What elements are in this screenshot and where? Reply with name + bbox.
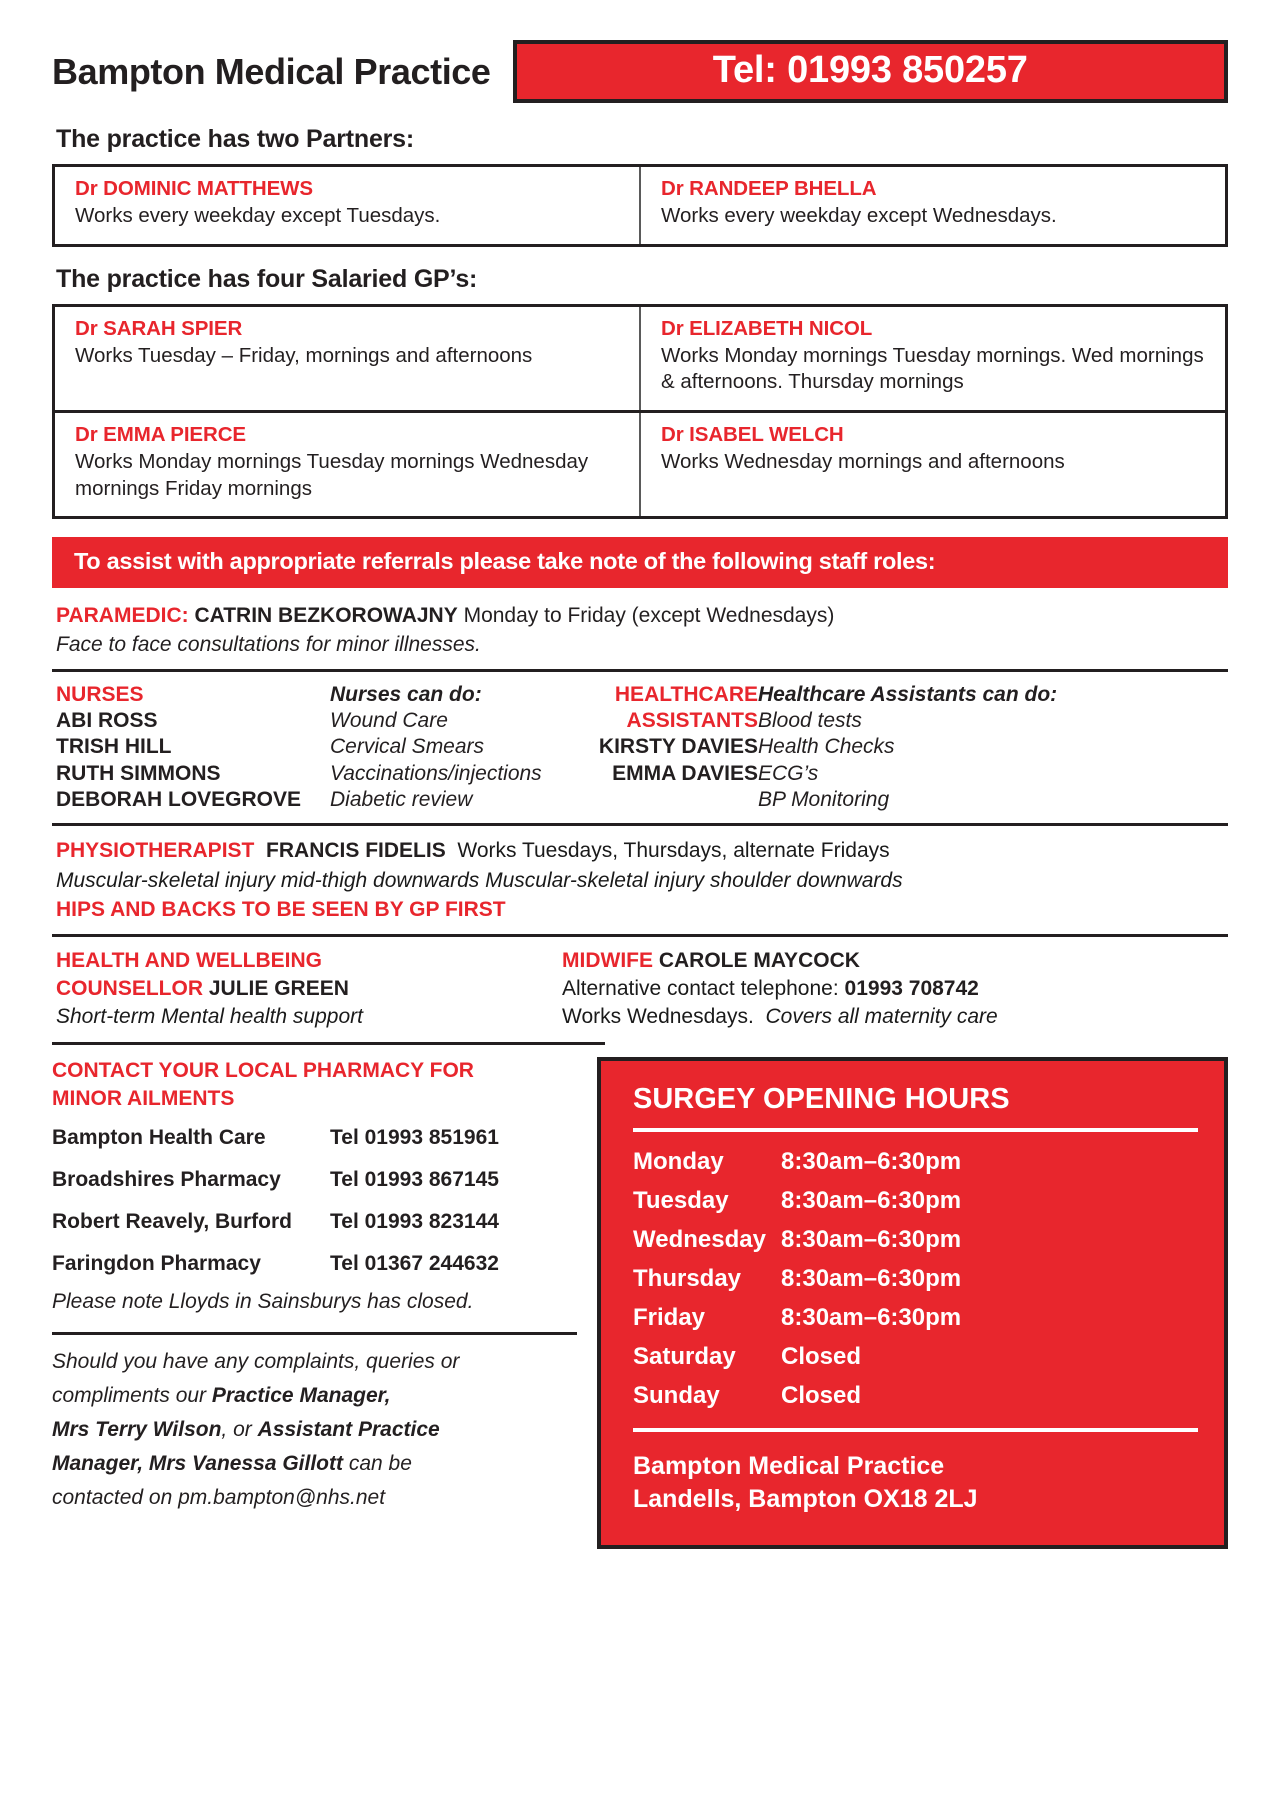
day-label: Wednesday	[633, 1226, 766, 1254]
physiotherapist-warning: HIPS AND BACKS TO BE SEEN BY GP FIRST	[56, 897, 506, 921]
doctor-name: Dr ELIZABETH NICOL	[661, 316, 873, 340]
assistant-manager-role: Assistant Practice	[257, 1418, 440, 1442]
practice-manager-role: Practice Manager,	[211, 1384, 391, 1408]
doctor-cell	[54, 166, 641, 246]
complaints-text	[52, 1345, 577, 1515]
table-row	[54, 166, 1227, 246]
complaints-line4-b: can be	[343, 1452, 412, 1476]
day-label: Friday	[633, 1304, 706, 1332]
assistant-manager-name: Manager, Mrs Vanessa Gillott	[52, 1452, 343, 1476]
day-hours: Closed	[781, 1343, 862, 1371]
day-hours: Closed	[781, 1382, 862, 1410]
hca-heading-line2: ASSISTANTS	[626, 709, 758, 733]
doctor-name: Dr RANDEEP BHELLA	[661, 177, 877, 200]
counsellor-role-line1: HEALTH AND WELLBEING	[56, 949, 322, 973]
list-item	[52, 1126, 577, 1150]
doctor-name: Dr EMMA PIERCE	[75, 422, 246, 446]
hca-heading-line1: HEALTHCARE	[614, 682, 758, 706]
list-item: Cervical Smears	[330, 735, 485, 759]
counsellor-name: JULIE GREEN	[208, 977, 349, 1001]
list-item	[633, 1382, 1198, 1410]
day-label: Tuesday	[633, 1187, 729, 1215]
opening-hours-title: SURGEY OPENING HOURS	[633, 1083, 1010, 1116]
list-item	[633, 1187, 1198, 1215]
doctor-cell	[54, 411, 641, 517]
day-hours: 8:30am–6:30pm	[781, 1304, 962, 1332]
lower-section	[52, 1057, 1228, 1549]
midwife-name: CAROLE MAYCOCK	[658, 949, 860, 973]
divider	[52, 823, 1228, 826]
midwife-title-line	[562, 947, 1228, 975]
header	[52, 40, 1228, 103]
list-item	[52, 1210, 577, 1234]
nurses-skills-column	[330, 682, 562, 813]
day-label: Monday	[633, 1148, 724, 1176]
physiotherapist-name: FRANCIS FIDELIS	[266, 839, 446, 863]
divider	[52, 934, 1228, 937]
table-row	[54, 305, 1227, 411]
counsellor-role-label: COUNSELLOR	[56, 977, 203, 1001]
list-item	[633, 1148, 1198, 1176]
opening-hours-list	[633, 1148, 1198, 1410]
midwife-covers: Covers all maternity care	[765, 1004, 998, 1028]
list-item	[52, 1168, 577, 1192]
list-item	[633, 1226, 1198, 1254]
midwife-role-label: MIDWIFE	[562, 949, 653, 973]
physiotherapist-hours: Works Tuesdays, Thursdays, alternate Fridays	[457, 839, 890, 863]
doctor-cell	[640, 305, 1227, 411]
doctor-name: Dr DOMINIC MATTHEWS	[75, 177, 314, 200]
hca-names-column	[562, 682, 758, 813]
complaints-email-line: contacted on pm.bampton@nhs.net	[52, 1486, 386, 1510]
day-hours: 8:30am–6:30pm	[781, 1187, 962, 1215]
physiotherapist-note: Muscular-skeletal injury mid-thigh downwards Muscular-skeletal injury shoulder downwards	[56, 868, 903, 892]
practice-manager-name: Mrs Terry Wilson	[52, 1418, 222, 1442]
paramedic-note: Face to face consultations for minor illnesses.	[56, 632, 481, 656]
pharmacy-tel: Tel 01367 244632	[330, 1252, 499, 1276]
list-item	[52, 1252, 577, 1276]
pharmacy-heading-line1: CONTACT YOUR LOCAL PHARMACY FOR	[52, 1059, 474, 1083]
complaints-line2-a: compliments our	[52, 1384, 212, 1408]
list-item: Vaccinations/injections	[330, 761, 542, 785]
doctor-hours: Works Monday mornings Tuesday mornings Wednesday mornings Friday mornings	[75, 449, 589, 500]
divider	[633, 1428, 1198, 1432]
doctor-cell	[640, 166, 1227, 246]
pharmacy-name: Robert Reavely, Burford	[52, 1210, 292, 1234]
complaints-line3-b: , or	[221, 1418, 258, 1442]
pharmacy-name: Faringdon Pharmacy	[52, 1252, 261, 1276]
midwife-works: Works Wednesdays.	[562, 1004, 754, 1028]
counsellor-note: Short-term Mental health support	[56, 1004, 363, 1028]
day-hours: 8:30am–6:30pm	[781, 1265, 962, 1293]
midwife-alt-phone-line	[562, 975, 1228, 1003]
paramedic-hours: Monday to Friday (except Wednesdays)	[463, 604, 835, 628]
divider	[633, 1128, 1198, 1132]
doctor-hours: Works Monday mornings Tuesday mornings. Wed mornings & afternoons. Thursday mornings	[661, 343, 1204, 394]
counsellor-role-line2	[56, 975, 562, 1003]
opening-hours-box	[597, 1057, 1228, 1549]
physiotherapist-line	[56, 836, 1228, 865]
list-item	[633, 1343, 1198, 1371]
salaried-heading: The practice has four Salaried GP’s:	[56, 264, 478, 293]
doctor-name: Dr SARAH SPIER	[75, 316, 243, 340]
divider	[52, 669, 1228, 672]
counsellor-block	[56, 947, 562, 1030]
physiotherapist-role-label: PHYSIOTHERAPIST	[56, 839, 255, 863]
list-item: RUTH SIMMONS	[56, 761, 221, 785]
divider	[52, 1042, 605, 1045]
divider	[52, 1332, 577, 1335]
partners-heading: The practice has two Partners:	[56, 125, 415, 153]
address-line2: Landells, Bampton OX18 2LJ	[633, 1485, 978, 1514]
doctor-cell	[640, 411, 1227, 517]
nurses-names-column	[56, 682, 330, 813]
doctor-hours: Works Wednesday mornings and afternoons	[661, 449, 1065, 473]
paramedic-name: CATRIN BEZKOROWAJNY	[194, 604, 458, 628]
list-item: Wound Care	[330, 709, 448, 733]
salaried-gps-table	[52, 304, 1228, 520]
list-item: Blood tests	[758, 709, 862, 733]
address-line1: Bampton Medical Practice	[633, 1452, 945, 1481]
day-label: Sunday	[633, 1382, 720, 1410]
day-hours: 8:30am–6:30pm	[781, 1148, 962, 1176]
midwife-alt-phone: 01993 708742	[844, 977, 979, 1001]
partners-table	[52, 164, 1228, 247]
counsellor-midwife-row	[56, 947, 1228, 1030]
table-row	[54, 411, 1227, 517]
pharmacy-and-complaints-column	[52, 1057, 597, 1549]
complaints-line1: Should you have any complaints, queries or	[52, 1350, 460, 1374]
pharmacy-tel: Tel 01993 823144	[330, 1210, 499, 1234]
list-item: ABI ROSS	[56, 709, 158, 733]
day-label: Thursday	[633, 1265, 742, 1293]
pharmacy-heading	[52, 1057, 577, 1112]
list-item: Health Checks	[758, 735, 895, 759]
nurses-hca-grid	[56, 682, 1228, 813]
list-item: DEBORAH LOVEGROVE	[56, 787, 302, 811]
doctor-cell	[54, 305, 641, 411]
hca-can-do-heading: Healthcare Assistants can do:	[758, 682, 1058, 706]
pharmacy-note: Please note Lloyds in Sainsburys has closed.	[52, 1290, 474, 1314]
pharmacy-name: Broadshires Pharmacy	[52, 1168, 281, 1192]
page-title: Bampton Medical Practice	[52, 50, 491, 92]
pharmacy-tel: Tel 01993 851961	[330, 1126, 499, 1150]
list-item: ECG’s	[758, 761, 819, 785]
day-hours: 8:30am–6:30pm	[781, 1226, 962, 1254]
midwife-block	[562, 947, 1228, 1030]
paramedic-line	[56, 602, 1228, 630]
midwife-works-line	[562, 1003, 1228, 1031]
list-item: EMMA DAVIES	[612, 761, 758, 785]
paramedic-role-label: PARAMEDIC:	[56, 604, 189, 628]
doctor-name: Dr ISABEL WELCH	[661, 422, 844, 446]
midwife-alt-label: Alternative contact telephone:	[562, 977, 839, 1001]
hca-skills-column	[758, 682, 1228, 813]
doctor-hours: Works Tuesday – Friday, mornings and afternoons	[75, 343, 533, 367]
list-item: Diabetic review	[330, 787, 473, 811]
doctor-hours: Works every weekday except Tuesdays.	[75, 204, 441, 227]
list-item	[633, 1265, 1198, 1293]
telephone-banner: Tel: 01993 850257	[513, 40, 1228, 103]
list-item: BP Monitoring	[758, 787, 890, 811]
nurses-can-do-heading: Nurses can do:	[330, 682, 482, 706]
list-item	[633, 1304, 1198, 1332]
list-item: KIRSTY DAVIES	[598, 735, 758, 759]
list-item: TRISH HILL	[56, 735, 172, 759]
pharmacy-name: Bampton Health Care	[52, 1126, 266, 1150]
pharmacy-tel: Tel 01993 867145	[330, 1168, 499, 1192]
doctor-hours: Works every weekday except Wednesdays.	[661, 204, 1057, 227]
referral-banner: To assist with appropriate referrals please take note of the following staff roles:	[52, 537, 1228, 588]
pharmacy-heading-line2: MINOR AILMENTS	[52, 1086, 235, 1110]
nurses-heading: NURSES	[56, 682, 144, 706]
day-label: Saturday	[633, 1343, 736, 1371]
practice-address	[633, 1450, 1198, 1516]
